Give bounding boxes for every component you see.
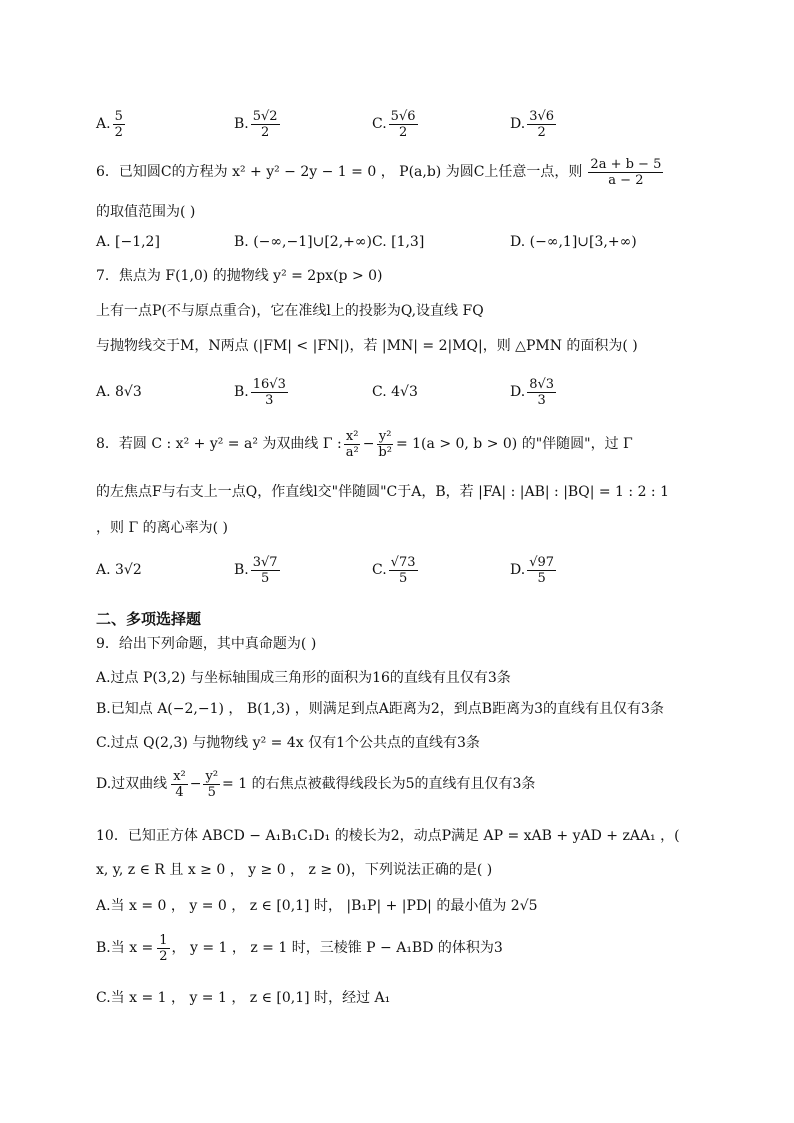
q10-option-c: C.当 x = 1 ， y = 1 ， z ∈ [0,1] 时，经过 A₁ [96, 990, 391, 1006]
q9-option-b: B.已知点 A(−2,−1) ， B(1,3) ，则满足到点A距离为2，到点B距离为3的直线有且仅有3条 [96, 701, 664, 717]
q7-stem-line2: 上有一点P(不与原点重合)，它在准线l上的投影为Q,设直线 FQ [96, 303, 484, 319]
q7-choice-a: A. 8√3 [96, 384, 142, 400]
q6-choice-b: B. (−∞,−1]∪[2,+∞) [234, 234, 372, 250]
q6-choices [96, 224, 716, 260]
q9-option-d: D.过双曲线 $\frac{\text{x²}}{4}$ − $\frac{\text{y²}}{5}$ = 1 的右焦点被截得线段长为5的直线有且仅有3条 [96, 768, 536, 800]
q6-choice-c: C. [1,3] [372, 234, 425, 250]
q8-stem: 8．若圆 C : x² + y² = a² 为双曲线 Γ : $\frac{\text{x²}}{\text{a²}}$ − $\frac{\text{y²}}{\text{b²}}$ = 1(a > 0, b > 0) 的"伴随圆"，过 Γ [96, 428, 633, 460]
q8-stem-line2: 的左焦点F与右支上一点Q，作直线l交"伴随圆"C于A，B，若 |FA| : |AB| : |BQ| = 1 : 2 : 1 [96, 484, 670, 500]
q7-choices [96, 372, 716, 412]
q6-stem: 6．已知圆C的方程为 x² + y² − 2y − 1 = 0 ， P(a,b) 为圆C上任意一点，则 $\frac{2a + b - 5}{a - 2}$ [96, 156, 662, 188]
q10-stem: 10．已知正方体 ABCD − A₁B₁C₁D₁ 的棱长为2，动点P满足 AP = xAB + yAD + zAA₁ ，( [96, 828, 680, 844]
q5-choice-d: D. $\frac{3√6}{2}$ [510, 108, 555, 140]
q6-choice-a: A. [−1,2] [96, 234, 160, 250]
q9-stem: 9．给出下列命题，其中真命题为( ) [96, 636, 317, 652]
q10-option-b: B.当 x = $\frac{1}{2}$ ， y = 1 ， z = 1 时，三棱锥 P − A₁BD 的体积为3 [96, 932, 503, 964]
q8-choice-d: D. $\frac{√97}{5}$ [510, 554, 555, 586]
q5-choice-b: B. $\frac{5√2}{2}$ [234, 108, 278, 140]
q8-choices [96, 550, 716, 590]
section-title: 二、多项选择题 [96, 610, 202, 628]
q8-stem-line3: ，则 Γ 的离心率为( ) [96, 520, 228, 536]
q5-choice-c: C. $\frac{5√6}{2}$ [372, 108, 416, 140]
q8-choice-c: C. $\frac{√73}{5}$ [372, 554, 416, 586]
q7-stem: 7．焦点为 F(1,0) 的抛物线 y² = 2px(p > 0) [96, 268, 383, 284]
q7-choice-c: C. 4√3 [372, 384, 418, 400]
q7-choice-d: D. $\frac{8√3}{3}$ [510, 376, 555, 408]
q10-option-a: A.当 x = 0 ， y = 0 ， z ∈ [0,1] 时， |B₁P| + |PD| 的最小值为 2√5 [96, 898, 538, 914]
q8-choice-a: A. 3√2 [96, 562, 142, 578]
q9-option-a: A.过点 P(3,2) 与坐标轴围成三角形的面积为16的直线有且仅有3条 [96, 670, 511, 686]
q5-choice-a: A. $\frac{5}{2}$ [96, 108, 123, 140]
q9-option-c: C.过点 Q(2,3) 与抛物线 y² = 4x 仅有1个公共点的直线有3条 [96, 735, 480, 751]
q7-stem-line3: 与抛物线交于M，N两点 (|FM| < |FN|)，若 |MN| = 2|MQ|，则 △PMN 的面积为( ) [96, 338, 638, 354]
q5-choices [96, 104, 716, 144]
q7-choice-b: B. $\frac{16√3}{3}$ [234, 376, 286, 408]
q6-stem-continued: 的取值范围为( ) [96, 204, 196, 220]
q8-choice-b: B. $\frac{3√7}{5}$ [234, 554, 278, 586]
q6-choice-d: D. (−∞,1]∪[3,+∞) [510, 234, 637, 250]
q10-stem-line2: x, y, z ∈ R 且 x ≥ 0 ， y ≥ 0 ， z ≥ 0)，下列说法正确的是( ) [96, 862, 493, 878]
